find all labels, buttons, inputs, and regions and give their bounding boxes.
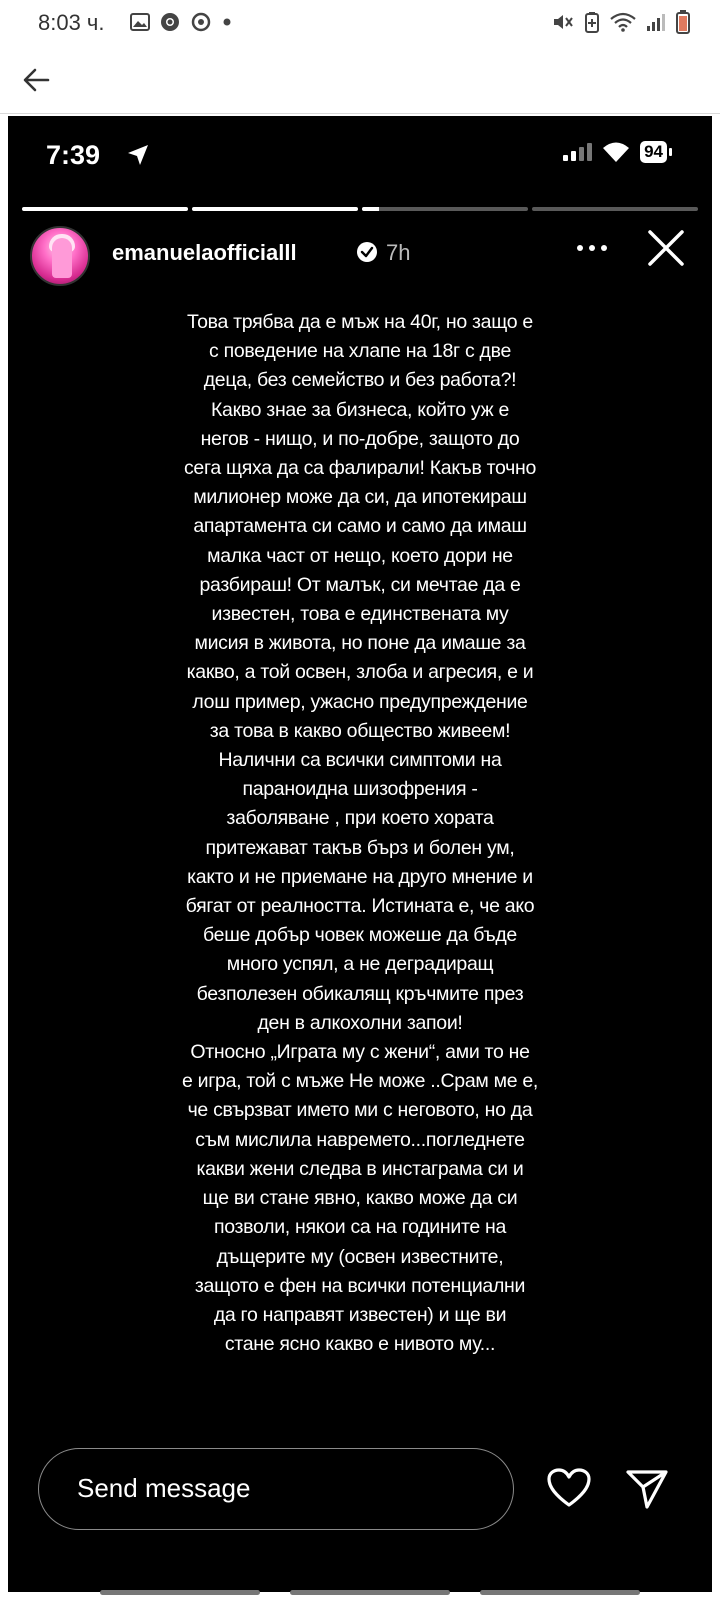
story-text-line: стане ясно какво е нивото му...	[224, 1333, 496, 1356]
story-text-line: ден в алкохолни запои!	[257, 1011, 463, 1034]
story-text-line: лош пример, ужасно предупреждение	[192, 690, 528, 713]
send-message-placeholder: Send message	[77, 1473, 251, 1503]
location-arrow-icon	[126, 143, 150, 167]
chrome-icon	[160, 12, 180, 32]
app-bar	[0, 44, 720, 114]
username[interactable]: emanuelaofficialll	[112, 240, 297, 265]
app-bar-divider	[0, 113, 720, 114]
battery-cap	[669, 148, 672, 156]
send-message-input[interactable]	[38, 1448, 514, 1530]
signal-icon	[646, 12, 666, 32]
story-text-line: ще ви стане явно, какво може да си	[202, 1187, 518, 1210]
story-text-line: да го направят известен) и ще ви	[213, 1303, 507, 1326]
story-text-line: позволи, някои са на годините на	[213, 1216, 507, 1239]
sync-icon	[190, 11, 212, 33]
story-text-line: както и не приемане на друго мнение и	[187, 865, 533, 888]
progress-segment	[532, 207, 698, 211]
nav-hint	[290, 1590, 450, 1595]
story-text-line: Какво знае за бизнеса, който уж е	[210, 398, 510, 421]
ios-time: 7:39	[46, 140, 101, 170]
story-text-line: параноидна шизофрения -	[242, 778, 478, 801]
android-status-bar	[0, 0, 720, 44]
story-text	[162, 308, 558, 1359]
heart-icon[interactable]	[547, 1468, 591, 1508]
story-text-line: заболяване , при което хората	[226, 807, 494, 830]
ios-battery: 94	[640, 141, 667, 163]
verified-badge-icon	[356, 241, 378, 263]
post-age: 7h	[386, 240, 411, 265]
cellular-icon	[562, 142, 592, 162]
story-text-line: беше добър човек можеше да бъде	[203, 924, 517, 947]
dot-icon	[222, 17, 232, 27]
story-text-line: малка част от нещо, което дори не	[207, 544, 513, 567]
more-options-icon[interactable]	[576, 242, 608, 254]
avatar[interactable]	[30, 226, 90, 286]
back-arrow-icon[interactable]	[20, 64, 52, 96]
share-send-icon[interactable]	[625, 1469, 669, 1509]
story-text-line: за това в какво общество живеем!	[209, 719, 511, 742]
story-text-line: защото е фен на всички потенциални	[194, 1274, 526, 1297]
story-text-line: Относно „Играта му с жени“, ами то не	[190, 1041, 530, 1064]
story-text-line: Това трябва да е мъж на 40г, но защо е	[187, 311, 533, 333]
story-text-line: апартамента си само и само да имаш	[193, 515, 527, 538]
ios-status-icons	[562, 141, 672, 163]
story-text-line: съм мислила навремето...погледнете	[195, 1128, 525, 1151]
story-text-line: безполезен обикалящ кръчмите през	[196, 982, 524, 1005]
story-text-line: известен, това е единствената му	[211, 603, 509, 626]
story-screenshot	[8, 116, 712, 1592]
story-text-line: Налични са всички симптоми на	[218, 749, 502, 772]
progress-segment	[362, 207, 528, 211]
story-text-line: негов - нищо, и по-добре, защото до	[200, 427, 520, 450]
story-text-line: какви жени следва в инстаграма си и	[196, 1157, 524, 1180]
nav-hint	[480, 1590, 640, 1595]
notification-icons	[130, 11, 232, 33]
story-text-line: че свързват името ми с неговото, но да	[187, 1099, 533, 1122]
story-text-line: много успял, а не деградиращ	[226, 953, 494, 976]
story-text-line: мисия в живота, но поне да имаше за	[194, 632, 526, 655]
story-text-line: бягат от реалността. Истината е, че ако	[185, 895, 535, 918]
story-text-line: с поведение на хлапе на 18г с две	[209, 340, 511, 363]
close-icon[interactable]	[646, 228, 686, 268]
progress-segment	[192, 207, 358, 211]
status-time: 8:03 ч.	[38, 10, 105, 35]
story-text-line: е игра, той с мъже Не може ..Срам ме е,	[181, 1070, 539, 1093]
story-text-line: притежават такъв бърз и болен ум,	[205, 836, 515, 859]
story-text-line: какво, а той освен, злоба и агресия, е и	[186, 661, 534, 684]
story-header	[30, 226, 690, 288]
story-text-line: дъщерите му (освен известните,	[216, 1245, 504, 1268]
nav-hint	[100, 1590, 260, 1595]
story-text-line: сега щяха да са фалирали! Какъв точно	[183, 457, 537, 480]
mute-icon	[552, 12, 574, 32]
wifi-icon	[610, 12, 636, 32]
system-icons	[552, 10, 690, 34]
battery-icon	[676, 10, 690, 34]
story-text-line: деца, без семейство и без работа?!	[203, 369, 517, 392]
image-icon	[130, 13, 150, 31]
story-progress	[22, 207, 698, 211]
progress-segment	[22, 207, 188, 211]
story-text-line: разбираш! От малък, си мечтае да е	[199, 573, 521, 596]
battery-saver-icon	[584, 11, 600, 33]
story-text-line: милионер може да си, да ипотекираш	[193, 486, 527, 509]
ios-wifi-icon	[602, 141, 630, 163]
